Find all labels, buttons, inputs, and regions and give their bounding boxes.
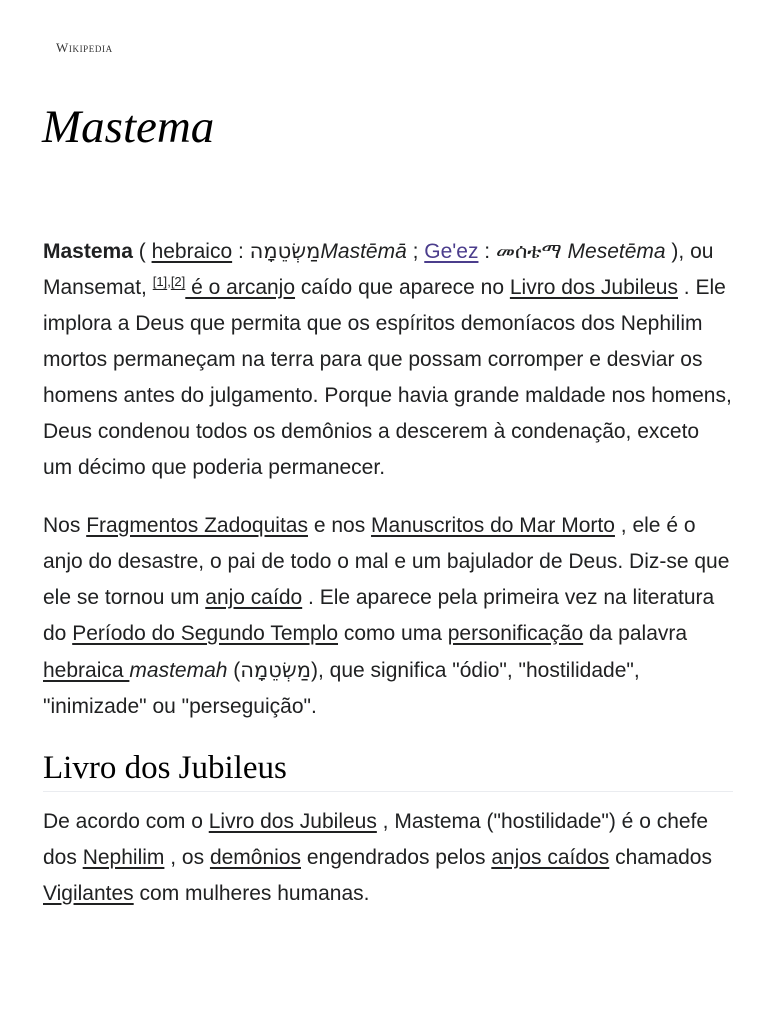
hebrew-word: מַשְׂטֵמָה — [240, 658, 312, 682]
text-run: ( — [132, 240, 152, 263]
link-hebraico[interactable]: hebraico — [151, 240, 233, 263]
intro-paragraph — [43, 233, 733, 486]
paragraph-2 — [43, 508, 733, 725]
link-fragmentos-zadoquitas[interactable]: Fragmentos Zadoquitas — [86, 514, 308, 537]
link-vigilantes[interactable]: Vigilantes — [43, 882, 134, 905]
text-run: . Ele aparece pela primeira vez na literatura do — [43, 586, 715, 645]
transliteration-geez: Mesetēma — [561, 240, 666, 263]
link-demonios[interactable]: demônios — [209, 846, 301, 869]
link-geez[interactable]: Ge'ez — [424, 240, 479, 263]
link-manuscritos[interactable]: Manuscritos do Mar Morto — [371, 514, 615, 537]
link-nephilim[interactable]: Nephilim — [82, 846, 165, 869]
transliteration: Mastēmā — [320, 240, 407, 263]
text-run: com mulheres humanas. — [133, 882, 370, 905]
reference-group — [153, 274, 186, 289]
link-livro-dos-jubileus[interactable]: Livro dos Jubileus — [509, 276, 678, 299]
text-run: , os — [164, 846, 210, 869]
text-run: ; — [406, 240, 425, 263]
reference-separator: , — [167, 274, 171, 289]
text-run: caído que aparece no — [295, 276, 510, 299]
section-heading: Livro dos Jubileus — [43, 747, 733, 792]
text-run: Nos — [43, 514, 87, 537]
reference-2[interactable]: [2] — [170, 274, 186, 289]
wikipedia-wordmark[interactable]: Wikipedia — [56, 40, 113, 55]
section-paragraph — [43, 804, 733, 912]
text-run: , ele é o anjo do desastre, o pai de todo o mal e um bajulador de Deus. Diz-se que ele se tornou um — [43, 514, 730, 609]
link-livro-dos-jubileus-2[interactable]: Livro dos Jubileus — [208, 810, 377, 833]
text-run: como uma — [338, 622, 448, 645]
term-bold: Mastema — [43, 240, 133, 263]
text-run: , Mastema ("hostilidade") é o chefe dos — [43, 810, 709, 869]
page-title: Mastema — [42, 101, 215, 153]
link-hebraica[interactable]: hebraica — [43, 659, 130, 682]
text-run: engendrados pelos — [301, 846, 492, 869]
text-run: ), que significa "ódio", "hostilidade", "inimizade" ou "perseguição". — [43, 659, 640, 718]
text-run: e nos — [307, 514, 372, 537]
geez-word: መሰቴማ — [495, 239, 562, 263]
text-run: ), ou Mansemat, — [43, 240, 714, 299]
italic-word: mastemah — [129, 659, 228, 682]
text-run: De acordo com o — [43, 810, 209, 833]
link-anjos-caidos[interactable]: anjos caídos — [491, 846, 610, 869]
reference-1[interactable]: [1] — [152, 274, 168, 289]
text-run: da palavra — [583, 622, 688, 645]
text-run: ( — [227, 659, 241, 682]
text-run: chamados — [609, 846, 712, 869]
hebrew-word: מַשְׂטֵמָה — [249, 239, 321, 263]
article-content — [43, 233, 733, 934]
link-arcanjo[interactable]: é o arcanjo — [185, 276, 296, 299]
link-personificacao[interactable]: personificação — [447, 622, 584, 645]
link-anjo-caido[interactable]: anjo caído — [205, 586, 303, 609]
text-run: : — [232, 240, 250, 263]
link-periodo-segundo-templo[interactable]: Período do Segundo Templo — [72, 622, 339, 645]
text-run: . Ele implora a Deus que permita que os espíritos demoníacos dos Nephilim mortos permaneçam na terra para que possam corromper e desviar os homens antes do julgamento. Porque havia grande maldade nos homens, Deus condenou todos os demônios a descerem à condenação, exceto um décimo que poderia permanecer. — [43, 276, 732, 479]
text-run: : — [478, 240, 496, 263]
